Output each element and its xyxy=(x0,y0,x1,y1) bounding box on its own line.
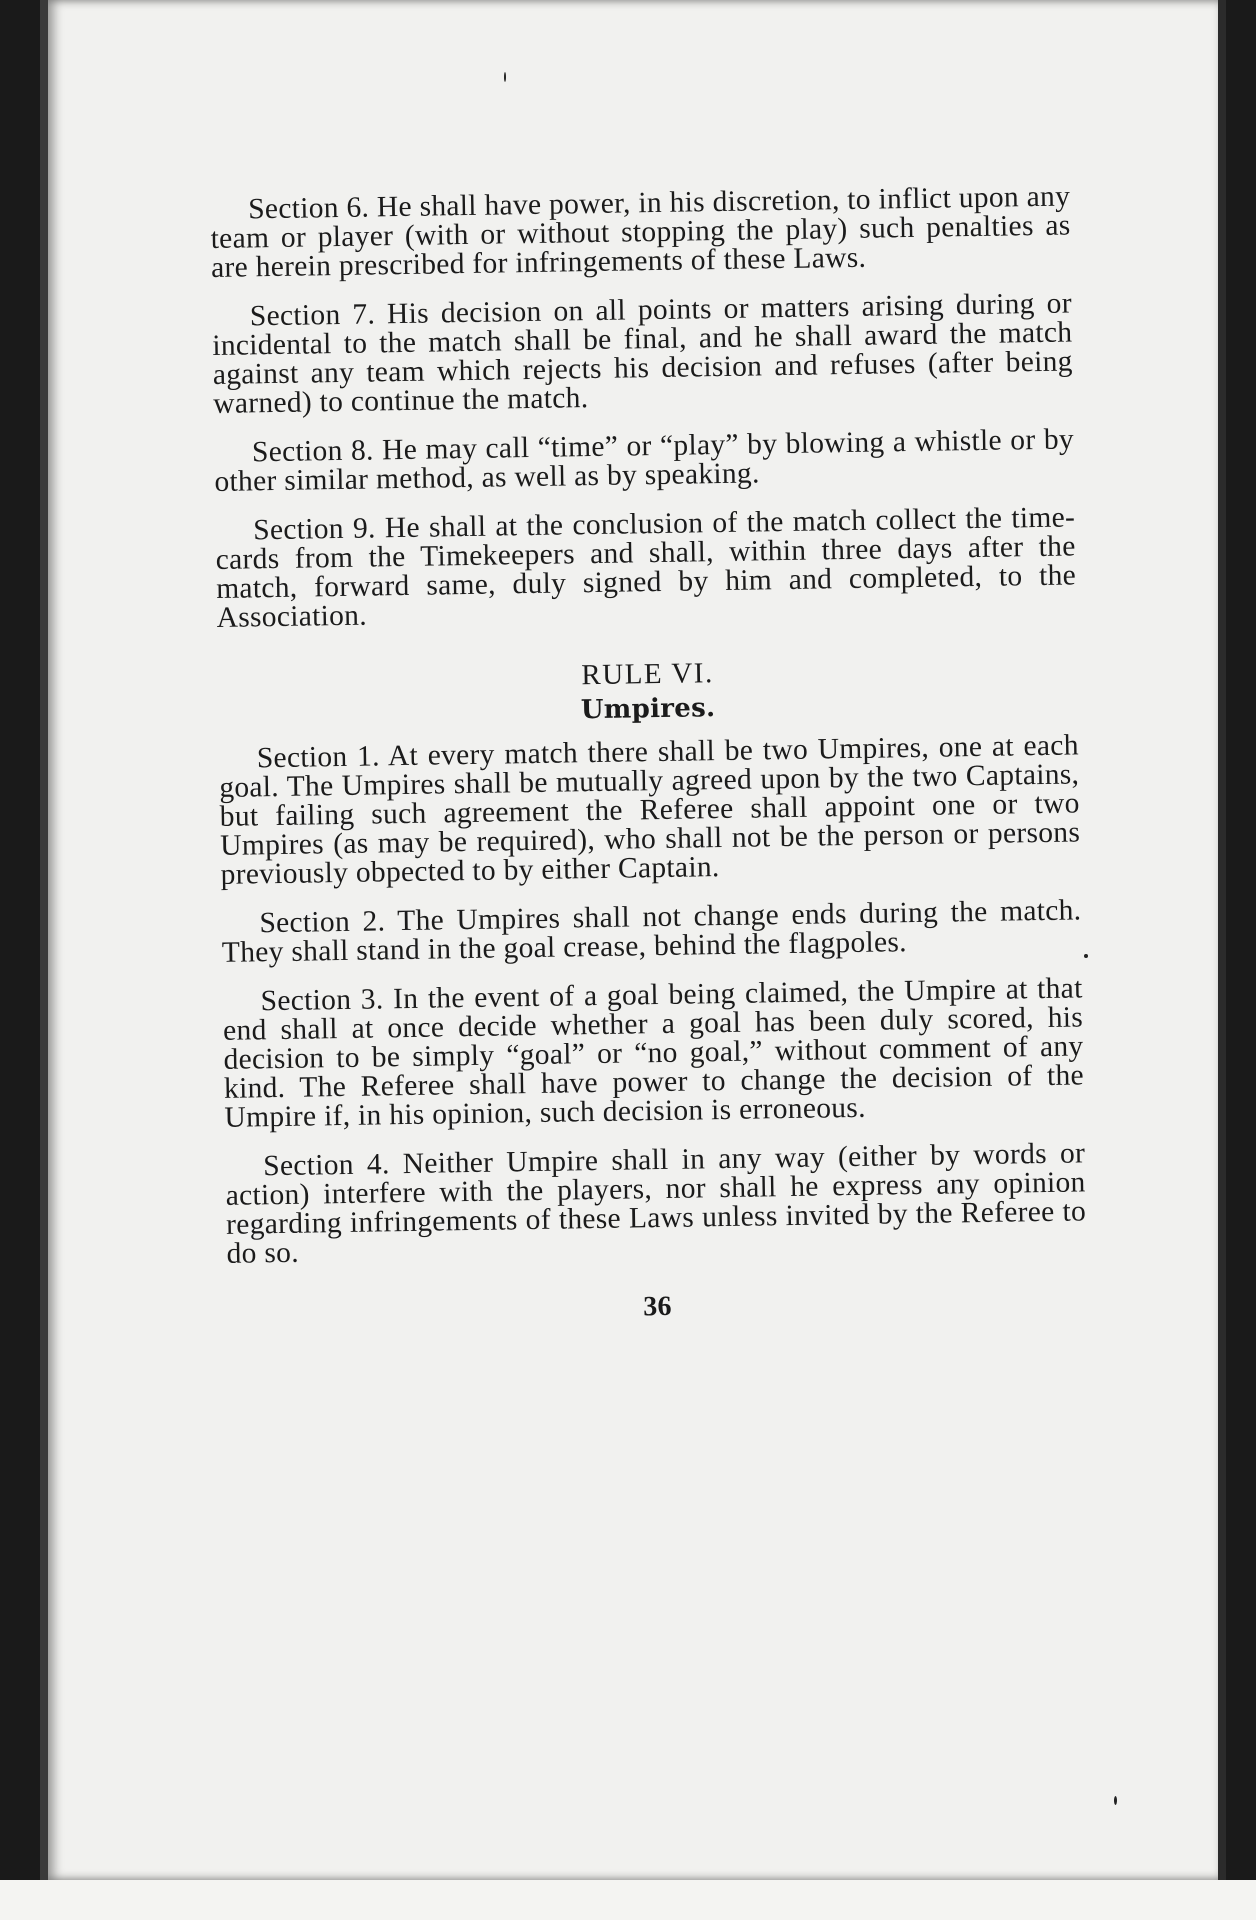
paragraph-section-7: Section 7. His decision on all points or matters arising during or incidental to the match shall be final, and he shall award the match against any team which rejects his decision and refuses (after being warned) to continue the match. xyxy=(212,287,1073,420)
scan-bottom-margin xyxy=(0,1880,1256,1920)
rule-heading: RULE VI. xyxy=(581,657,714,692)
paragraph-umpire-section-4: Section 4. Neither Umpire shall in any way (either by words or action) interfere with the players, nor shall he express any opinion regarding infringements of these Laws unless invited by the Referee to do so. xyxy=(225,1137,1087,1270)
paper-speck xyxy=(1114,1796,1117,1805)
page-number: 36 xyxy=(642,1290,673,1323)
paper-speck xyxy=(1084,954,1088,958)
paragraph-section-6: Section 6. He shall have power, in his discretion, to inflict upon any team or player (with or without stopping the play) such penalties as are herein prescribed for infringements of these Laws. xyxy=(210,180,1071,284)
paragraph-section-8: Section 8. He may call “time” or “play” by blowing a whistle or by other similar method, as well as by speaking. xyxy=(214,423,1075,498)
paragraph-umpire-section-2: Section 2. The Umpires shall not change ends during the match. They shall stand in the goal crease, behind the flagpoles. xyxy=(221,894,1082,969)
page-edge-shadow xyxy=(1218,0,1226,1880)
page-text xyxy=(210,182,1088,1327)
paragraph-section-9: Section 9. He shall at the conclusion of the match collect the time-cards from the Timekeepers and shall, within three days after the match, forward same, duly signed by him and completed, to the Association. xyxy=(215,501,1077,634)
paragraph-umpire-section-1: Section 1. At every match there shall be two Umpires, one at each goal. The Umpires shall be mutually agreed upon by the two Captains, but failing such agreement the Referee shall appoint one or two Umpires (as may be required), who shall not be the person or persons previously obpected to by either Captain. xyxy=(219,729,1081,891)
rule-subheading: Umpires. xyxy=(580,693,716,726)
paragraph-umpire-section-3: Section 3. In the event of a goal being claimed, the Umpire at that end shall at once decide whether a goal has been duly scored, his decision to be simply “goal” or “no goal,” without comment of any kind. The Referee shall have power to change the decision of the Umpire if, in his opinion, such decision is erroneous. xyxy=(222,972,1085,1134)
paper-speck xyxy=(504,72,506,82)
